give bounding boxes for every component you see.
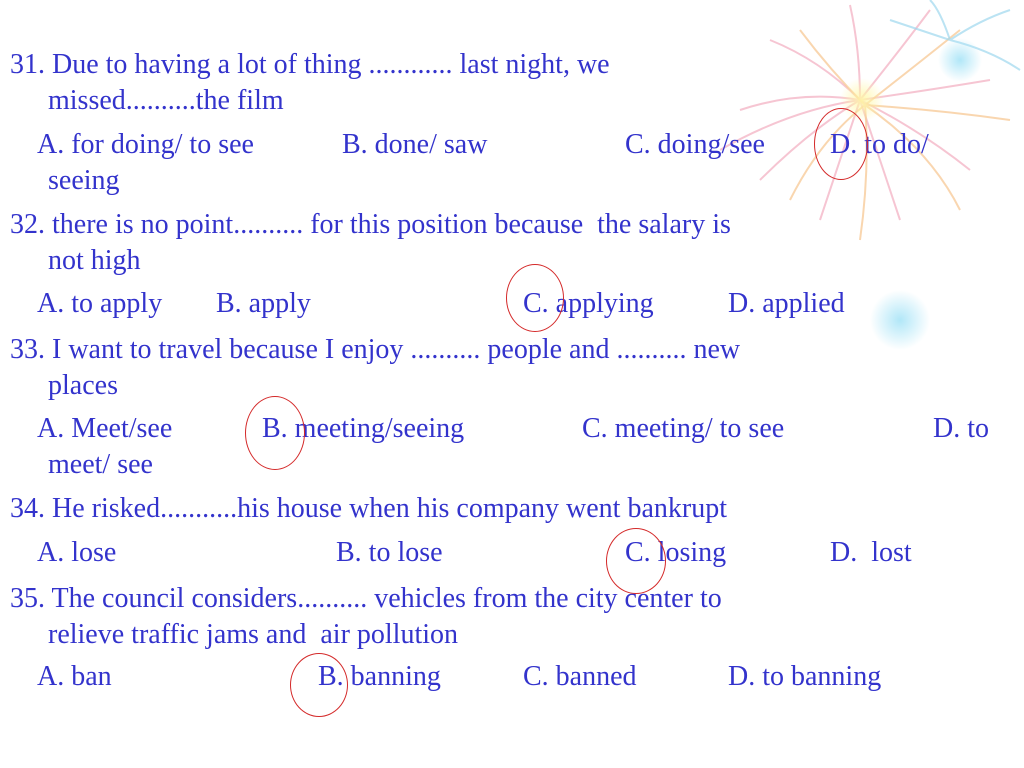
question-text: 33. I want to travel because I enjoy .......... people and .......... new (10, 334, 741, 365)
option-c[interactable]: C. losing (625, 537, 727, 568)
question-text: 31. Due to having a lot of thing ............ last night, we (10, 49, 610, 80)
option-c[interactable]: C. banned (523, 661, 637, 692)
option-d[interactable]: D. to do/ (830, 129, 929, 160)
option-a[interactable]: A. to apply (37, 288, 163, 319)
option-a[interactable]: A. Meet/see (37, 413, 173, 444)
question-text: 35. The council considers.......... vehicles from the city center to (10, 583, 722, 614)
option-d[interactable]: D. applied (728, 288, 845, 319)
option-c[interactable]: C. applying (523, 288, 654, 319)
option-b[interactable]: B. done/ saw (342, 129, 488, 160)
option-b[interactable]: B. meeting/seeing (262, 413, 465, 444)
option-d[interactable]: D. to banning (728, 661, 882, 692)
option-continued: seeing (48, 165, 120, 196)
question-text-continued: places (48, 370, 118, 401)
option-a[interactable]: A. lose (37, 537, 117, 568)
question-text-continued: not high (48, 245, 141, 276)
option-b[interactable]: B. banning (318, 661, 441, 692)
question-text: 34. He risked...........his house when his company went bankrupt (10, 493, 727, 524)
option-d[interactable]: D. lost (830, 537, 912, 568)
option-c[interactable]: C. meeting/ to see (582, 413, 785, 444)
option-a[interactable]: A. for doing/ to see (37, 129, 254, 160)
option-a[interactable]: A. ban (37, 661, 112, 692)
option-b[interactable]: B. apply (216, 288, 311, 319)
option-b[interactable]: B. to lose (336, 537, 443, 568)
option-continued: meet/ see (48, 449, 153, 480)
option-d[interactable]: D. to (933, 413, 989, 444)
question-text-continued: relieve traffic jams and air pollution (48, 619, 459, 650)
question-text-continued: missed..........the film (48, 85, 284, 116)
question-text: 32. there is no point.......... for this position because the salary is (10, 209, 731, 240)
option-c[interactable]: C. doing/see (625, 129, 765, 160)
